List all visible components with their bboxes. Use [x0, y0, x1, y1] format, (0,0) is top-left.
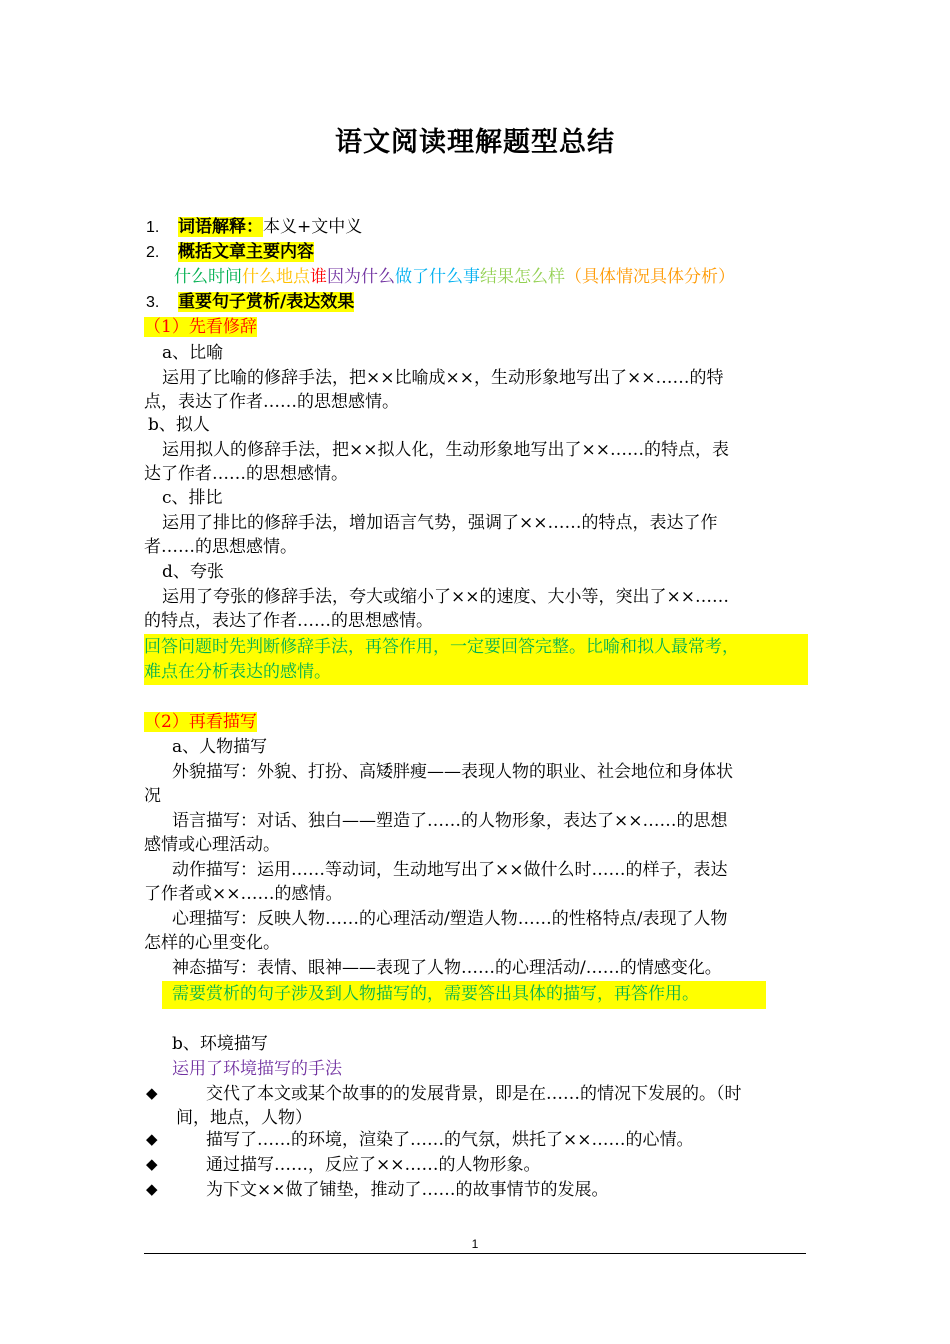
environment-intro: 运用了环境描写的手法 [172, 1059, 342, 1079]
description-a-label: a、人物描写 [172, 737, 268, 757]
rhetoric-tip-1: 回答问题时先判断修辞手法，再答作用，一定要回答完整。比喻和拟人最常考， [144, 637, 739, 657]
environment-point-1a: 交代了本文或某个故事的的发展背景，即是在……的情况下发展的。（时 [206, 1084, 742, 1104]
rhetoric-b-text-1: 运用拟人的修辞手法，把××拟人化，生动形象地写出了××……的特点，表 [162, 440, 729, 460]
action-desc-2: 了作者或××……的感情。 [144, 884, 343, 904]
rhetoric-d-label: d、夸张 [162, 562, 224, 582]
appearance-desc-2: 况 [144, 786, 161, 806]
rhetoric-a-text-1: 运用了比喻的修辞手法，把××比喻成××，生动形象地写出了××……的特 [162, 368, 724, 388]
page-title: 语文阅读理解题型总结 [335, 127, 615, 158]
expression-desc: 神态描写：表情、眼神——表现了人物……的心理活动/……的情感变化。 [172, 958, 722, 978]
environment-point-1b: 间，地点，人物） [176, 1108, 312, 1128]
rhetoric-a-text-2: 点，表达了作者……的思想感情。 [144, 392, 399, 412]
rhetoric-c-text-2: 者……的思想感情。 [144, 537, 297, 557]
summary-what: 做了什么事 [395, 267, 480, 287]
rhetoric-d-text-2: 的特点，表达了作者……的思想感情。 [144, 611, 433, 631]
summary-note: （具体情况具体分析） [565, 267, 735, 287]
rhetoric-d-text-1: 运用了夸张的修辞手法，夸大或缩小了××的速度、大小等，突出了××…… [162, 587, 729, 607]
environment-point-4: 为下文××做了铺垫，推动了……的故事情节的发展。 [206, 1180, 609, 1200]
description-b-label: b、环境描写 [172, 1034, 268, 1054]
description-heading: （2）再看描写 [144, 712, 257, 732]
bullet-diamond-icon: ◆ [146, 1180, 158, 1198]
item-number-3: 3. [146, 294, 160, 311]
rhetoric-c-label: c、排比 [162, 488, 223, 508]
bullet-diamond-icon: ◆ [146, 1155, 158, 1173]
action-desc-1: 动作描写：运用……等动词，生动地写出了××做什么时……的样子，表达 [172, 860, 728, 880]
mind-desc-1: 心理描写：反映人物……的心理活动/塑造人物……的性格特点/表现了人物 [172, 909, 728, 929]
environment-point-3: 通过描写……，反应了××……的人物形象。 [206, 1155, 541, 1175]
language-desc-1: 语言描写：对话、独白——塑造了……的人物形象，表达了××……的思想 [172, 811, 728, 831]
rhetoric-c-text-1: 运用了排比的修辞手法，增加语言气势，强调了××……的特点，表达了作 [162, 513, 718, 533]
language-desc-2: 感情或心理活动。 [144, 835, 280, 855]
rhetoric-heading: （1）先看修辞 [144, 317, 257, 337]
mind-desc-2: 怎样的心里变化。 [144, 933, 280, 953]
rhetoric-a-label: a、比喻 [162, 343, 224, 363]
summary-where: 什么地点 [242, 267, 310, 287]
summary-who: 谁 [310, 267, 327, 287]
page-number: 1 [471, 1237, 479, 1251]
summary-when: 什么时间 [174, 267, 242, 287]
rhetoric-b-text-2: 达了作者……的思想感情。 [144, 464, 348, 484]
item-2-heading: 概括文章主要内容 [178, 242, 314, 262]
item-number-2: 2. [146, 244, 160, 261]
item-1 [178, 215, 362, 239]
summary-why: 因为什么 [327, 267, 395, 287]
appearance-desc-1: 外貌描写：外貌、打扮、高矮胖瘦——表现人物的职业、社会地位和身体状 [172, 762, 733, 782]
item-3-heading: 重要句子赏析/表达效果 [178, 292, 355, 312]
footer-divider [144, 1253, 806, 1254]
rhetoric-tip-2: 难点在分析表达的感情。 [144, 662, 331, 682]
item-2 [178, 240, 314, 264]
bullet-diamond-icon: ◆ [146, 1084, 158, 1102]
summary-result: 结果怎么样 [480, 267, 565, 287]
item-number-1: 1. [146, 219, 160, 236]
item-1-text: 本义+文中义 [263, 217, 363, 237]
rhetoric-b-label: b、拟人 [148, 415, 210, 435]
environment-point-2: 描写了……的环境，渲染了……的气氛，烘托了××……的心情。 [206, 1130, 694, 1150]
bullet-diamond-icon: ◆ [146, 1130, 158, 1148]
summary-elements [174, 265, 735, 289]
rhetoric-heading-line [144, 315, 257, 339]
description-heading-line [144, 710, 257, 734]
item-1-heading: 词语解释： [178, 217, 263, 237]
item-3 [178, 290, 354, 314]
description-tip: 需要赏析的句子涉及到人物描写的，需要答出具体的描写，再答作用。 [172, 984, 699, 1004]
